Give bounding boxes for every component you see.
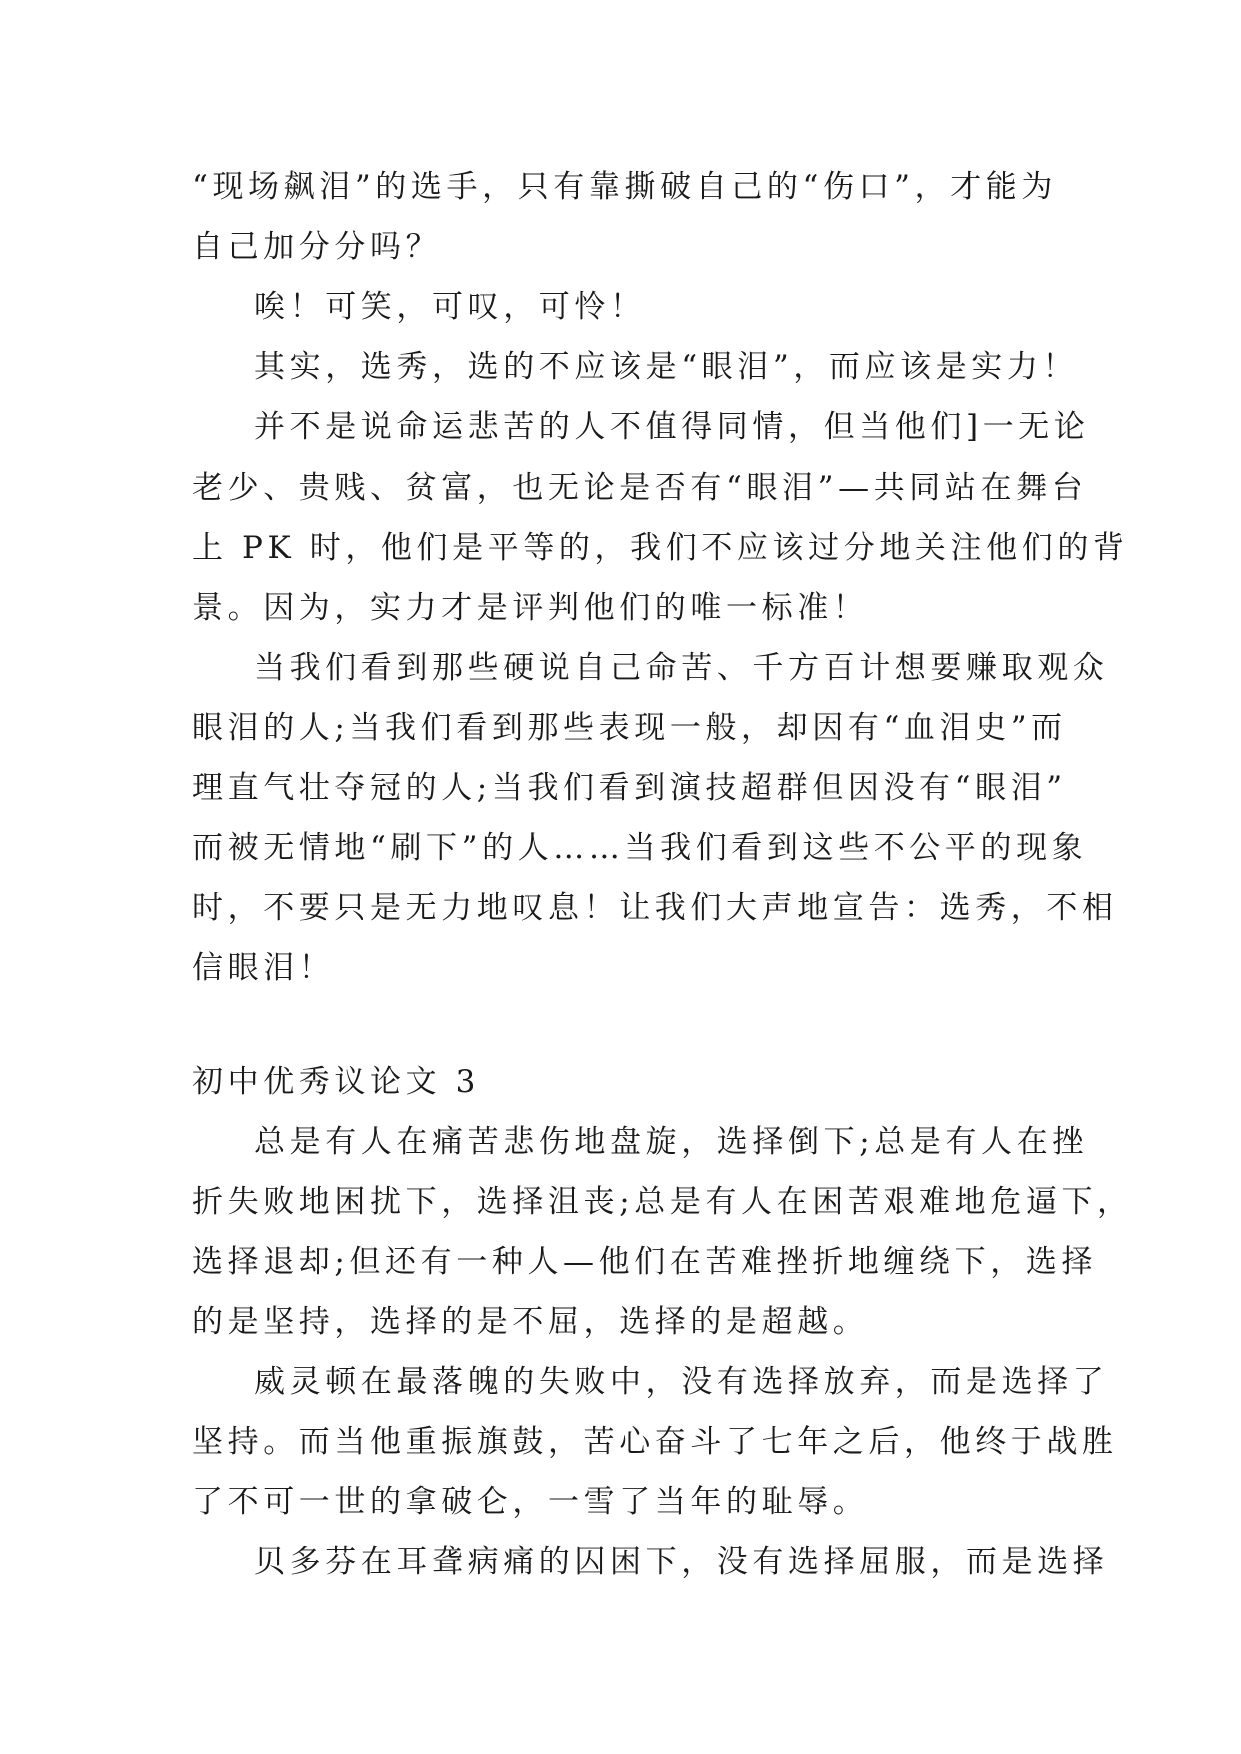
text-line: 老少、贵贱、贫富，也无论是否有“眼泪”—共同站在舞台 — [192, 470, 1088, 506]
text-line: “现场飙泪”的选手，只有靠撕破自己的“伤口”，才能为 — [192, 169, 1057, 205]
text-line: 折失败地困扰下，选择沮丧;总是有人在困苦艰难地危逼下， — [192, 1184, 1133, 1220]
text-line: 威灵顿在最落魄的失败中，没有选择放弃，而是选择了 — [254, 1364, 1109, 1400]
text-line: 信眼泪！ — [192, 950, 335, 986]
text-line: 其实，选秀，选的不应该是“眼泪”，而应该是实力！ — [254, 349, 1079, 385]
text-line: 的是坚持，选择的是不屈，选择的是超越。 — [192, 1304, 869, 1340]
text-line: 景。因为，实力才是评判他们的唯一标准！ — [192, 590, 869, 626]
text-line: 了不可一世的拿破仑，一雪了当年的耻辱。 — [192, 1484, 869, 1520]
text-line: 唉！可笑，可叹，可怜！ — [254, 289, 646, 325]
text-line: 而被无情地“刷下”的人……当我们看到这些不公平的现象 — [192, 830, 1088, 866]
text-line: 上 PK 时，他们是平等的，我们不应该过分地关注他们的背 — [192, 530, 1129, 566]
text-line: 自己加分分吗？ — [192, 229, 442, 265]
section-heading: 初中优秀议论文 3 — [192, 1064, 480, 1100]
text-line: 坚持。而当他重振旗鼓，苦心奋斗了七年之后，他终于战胜 — [192, 1424, 1118, 1460]
text-line: 选择退却;但还有一种人—他们在苦难挫折地缠绕下，选择 — [192, 1244, 1098, 1280]
text-line: 并不是说命运悲苦的人不值得同情，但当他们]一无论 — [254, 409, 1090, 445]
text-line: 时，不要只是无力地叹息！让我们大声地宣告：选秀，不相 — [192, 890, 1118, 926]
text-line: 理直气壮夺冠的人;当我们看到演技超群但因没有“眼泪” — [192, 770, 1067, 806]
text-line: 当我们看到那些硬说自己命苦、千方百计想要赚取观众 — [254, 650, 1109, 686]
text-line: 眼泪的人;当我们看到那些表现一般，却因有“血泪史”而 — [192, 710, 1067, 746]
text-line: 贝多芬在耳聋病痛的囚困下，没有选择屈服，而是选择 — [254, 1544, 1109, 1580]
text-line: 总是有人在痛苦悲伤地盘旋，选择倒下;总是有人在挫 — [254, 1124, 1088, 1160]
